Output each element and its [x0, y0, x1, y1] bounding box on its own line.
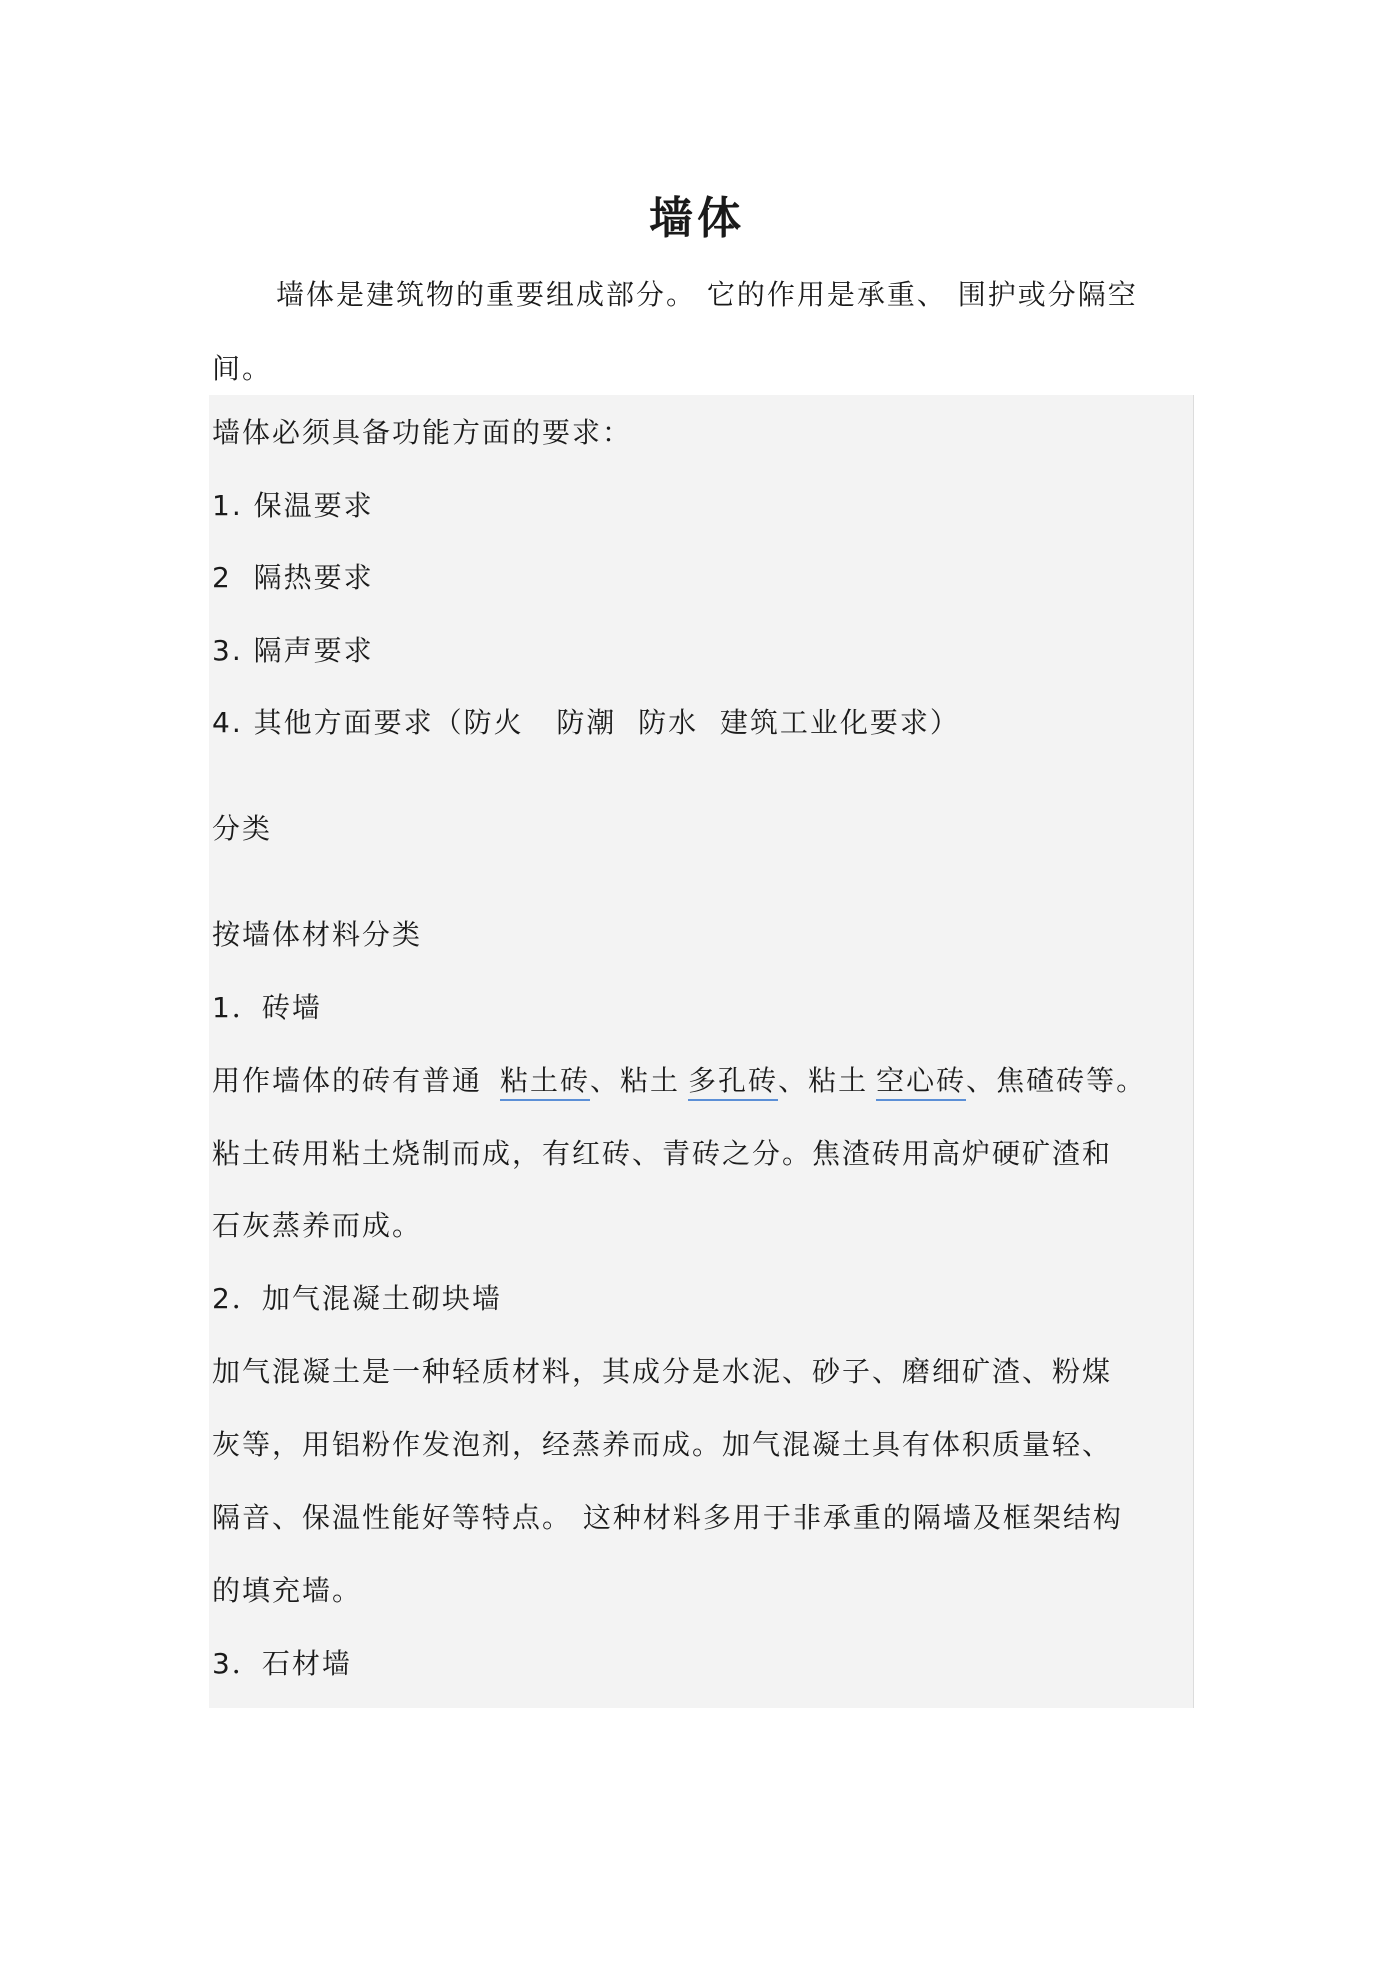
stone-wall-heading: 3．石材墙 — [212, 1647, 352, 1680]
brick-text-prefix: 用作墙体的砖有普通 — [212, 1064, 483, 1097]
aerated-wall-line-3: 隔音、保温性能好等特点。 这种材料多用于非承重的隔墙及框架结构 — [212, 1501, 1123, 1534]
intro-text: 墙体是建筑物的重要组成部分。 它的作用是承重、 围护或分隔空间。 — [212, 278, 1138, 385]
brick-wall-line-3: 石灰蒸养而成。 — [212, 1209, 423, 1242]
link-hollow-brick[interactable]: 空心砖 — [876, 1064, 966, 1101]
brick-text-suffix: 、焦碴砖等。 — [966, 1064, 1147, 1097]
brick-wall-line-1 — [212, 1059, 1146, 1099]
by-material-heading: 按墙体材料分类 — [212, 918, 423, 951]
classification-heading: 分类 — [212, 812, 273, 845]
aerated-wall-heading: 2．加气混凝土砌块墙 — [212, 1282, 502, 1315]
intro-paragraph — [212, 258, 1192, 406]
aerated-wall-line-2: 灰等，用铝粉作发泡剂，经蒸养而成。加气混凝土具有体积质量轻、 — [212, 1428, 1113, 1461]
requirement-item-4: 4. 其他方面要求（防火 防潮 防水 建筑工业化要求） — [212, 706, 960, 739]
brick-sep-2: 、粘土 — [778, 1064, 869, 1097]
brick-wall-line-2: 粘土砖用粘土烧制而成，有红砖、青砖之分。焦渣砖用高炉硬矿渣和 — [212, 1137, 1113, 1170]
requirements-heading: 墙体必须具备功能方面的要求： — [212, 416, 633, 449]
brick-wall-heading: 1．砖墙 — [212, 991, 322, 1024]
requirement-item-3: 3. 隔声要求 — [212, 634, 374, 667]
requirement-item-1: 1. 保温要求 — [212, 489, 374, 522]
aerated-wall-line-1: 加气混凝土是一种轻质材料，其成分是水泥、砂子、磨细矿渣、粉煤 — [212, 1355, 1113, 1388]
link-perforated-brick[interactable]: 多孔砖 — [688, 1064, 778, 1101]
requirement-item-2: 2 隔热要求 — [212, 561, 374, 594]
brick-sep-1: 、粘土 — [590, 1064, 681, 1097]
page-title: 墙体 — [649, 193, 745, 244]
link-clay-brick[interactable]: 粘土砖 — [500, 1064, 590, 1101]
aerated-wall-line-4: 的填充墙。 — [212, 1574, 363, 1607]
